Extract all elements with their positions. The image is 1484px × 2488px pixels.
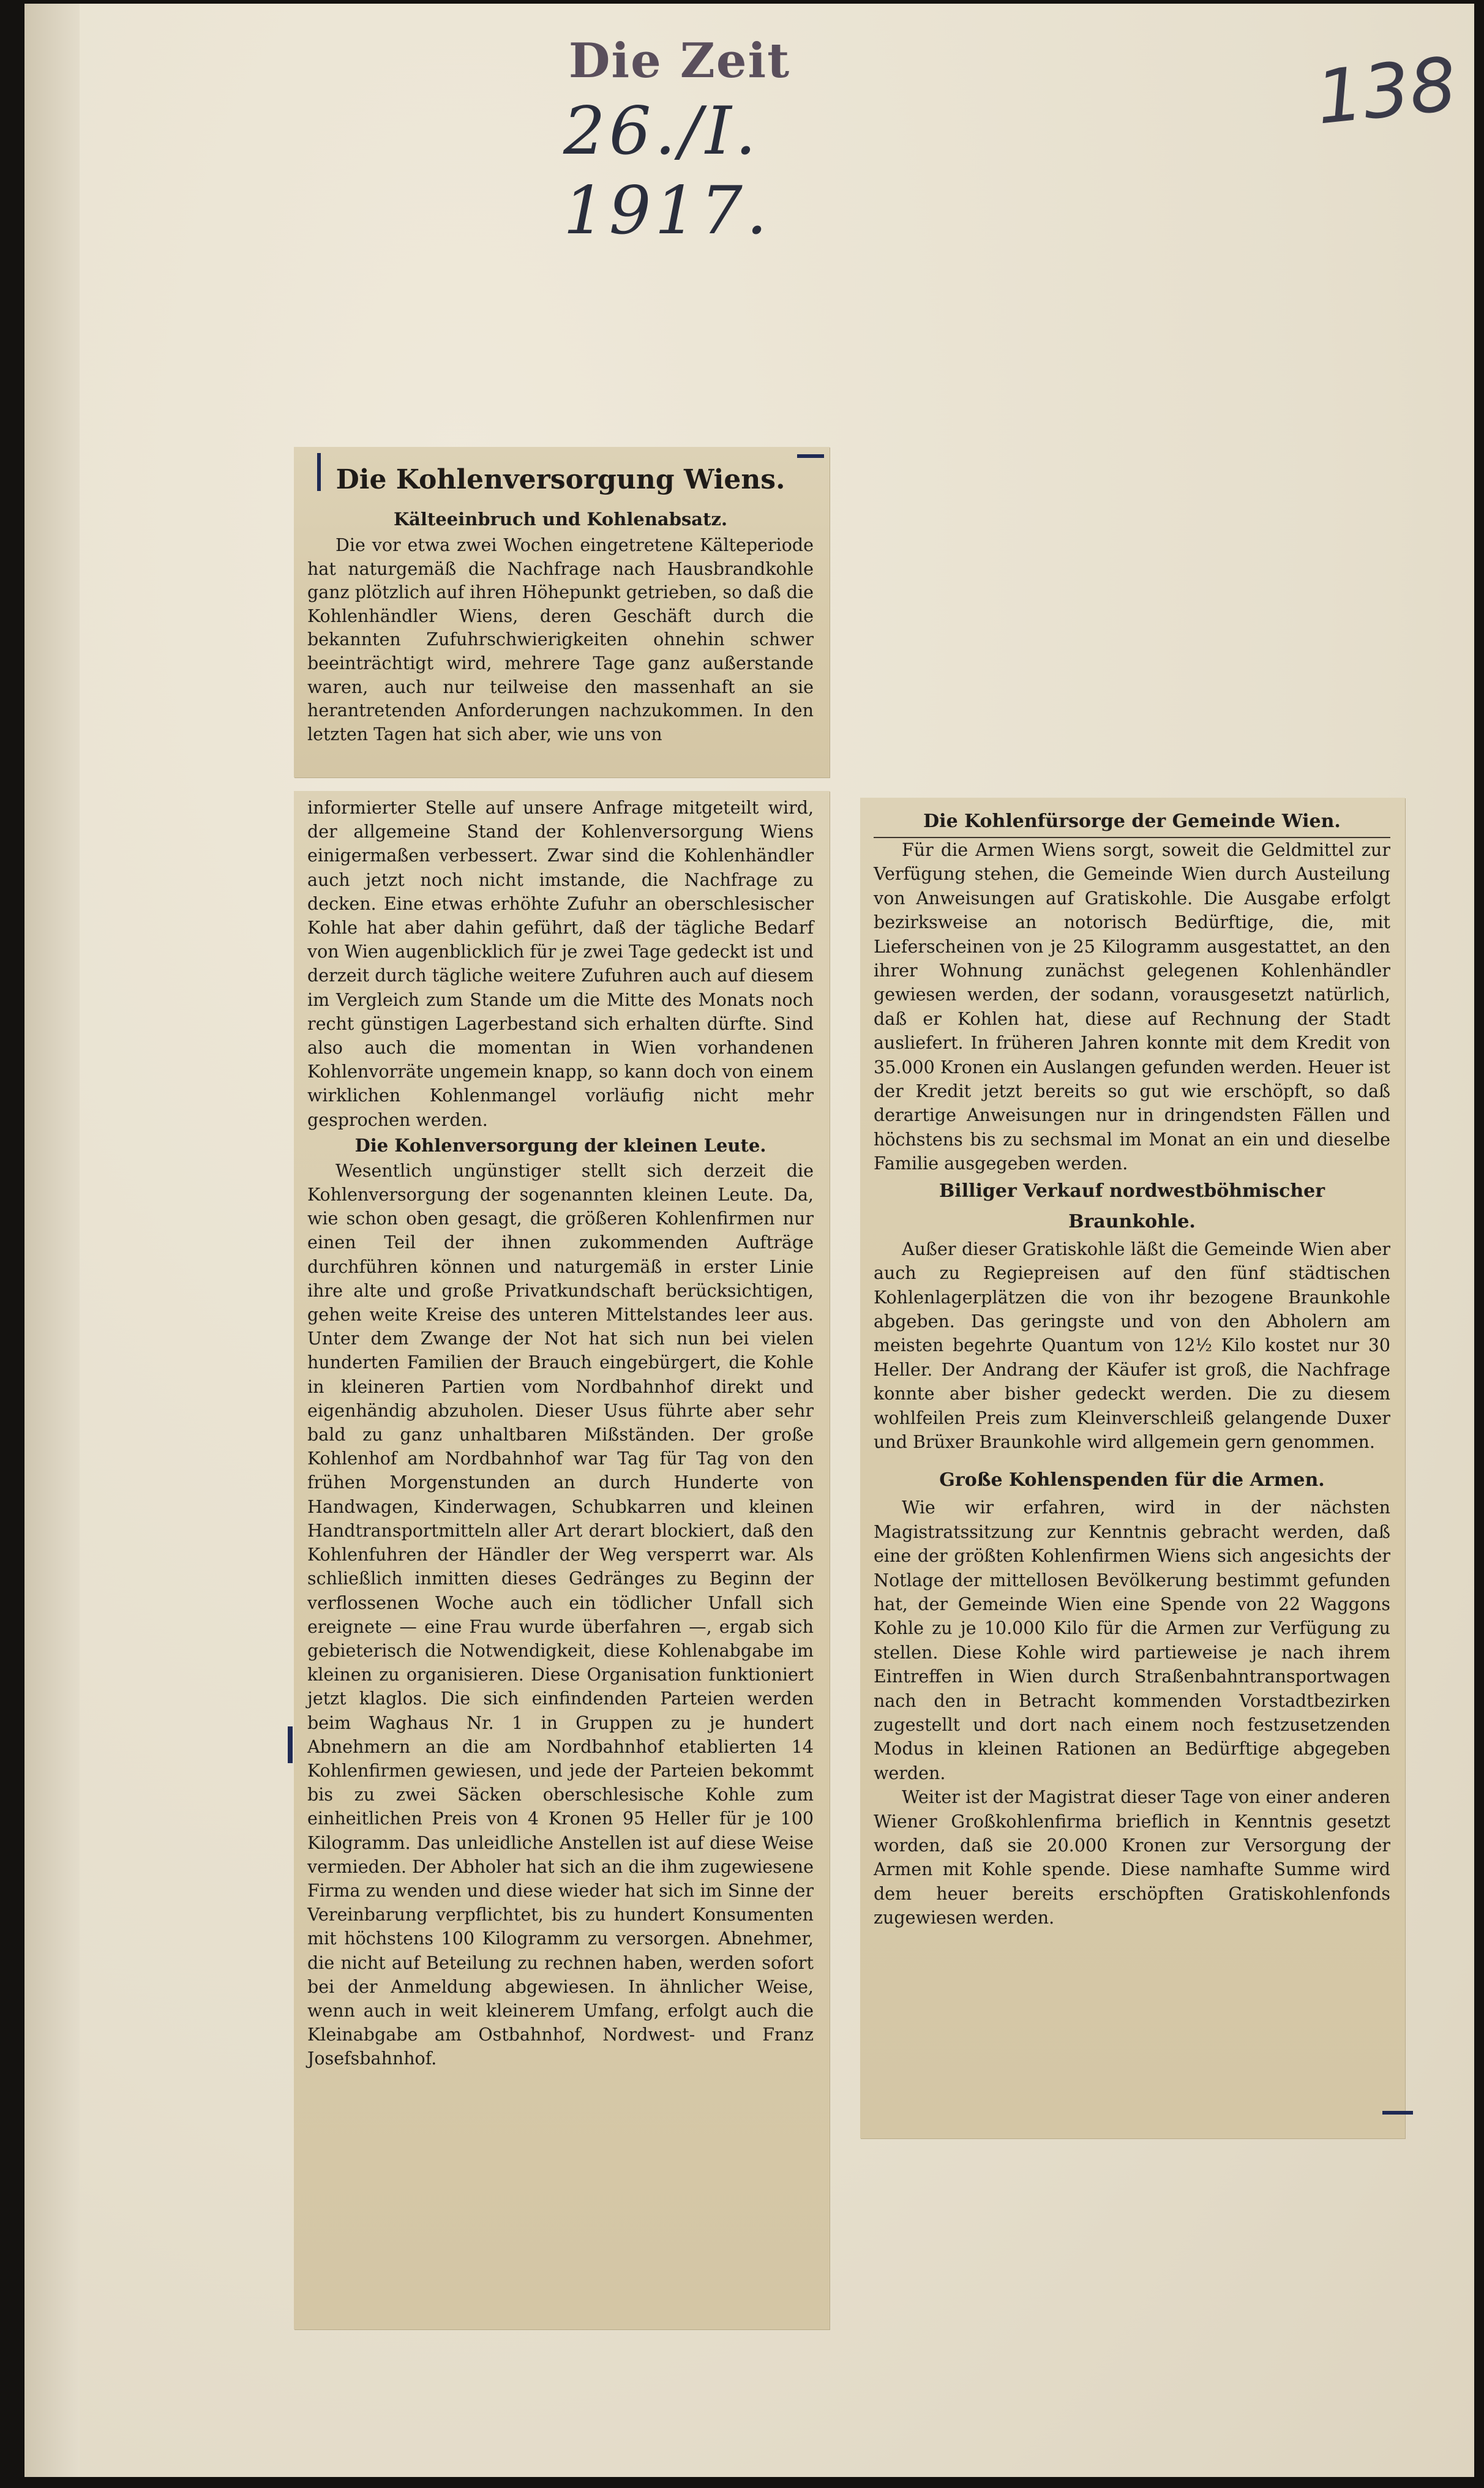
article-title: Die Kohlenfürsorge der Gemeinde Wien. [923, 811, 1341, 832]
article-paragraph: Weiter ist der Magistrat dieser Tage von einer anderen Wiener Großkohlenfirma brieflich in Kenntnis gesetzt worden, daß sie 20.000 Kronen zur Versorgung der Armen mit Kohle spende. Diese namhafte Summe wird dem heuer bereits erschöpften Gratiskohlenfonds zugewiesen werden. [874, 1787, 1390, 1928]
blue-pencil-mark [797, 454, 824, 458]
spacer [874, 1454, 1390, 1465]
section-heading: Große Kohlenspenden für die Armen. [939, 1469, 1325, 1491]
clipping-side [860, 798, 1405, 2138]
article-paragraph: Die vor etwa zwei Wochen eingetretene Kälteperiode hat naturgemäß die Nachfrage nach Hausbrandkohle ganz plötzlich auf ihren Höhepunkt getrieben, so daß die Kohlenhändler Wiens, deren Geschäft durch die bekannten Zufuhrschwierigkeiten ohnehin schwer beeinträchtigt wird, mehrere Tage ganz außerstande waren, auch nur teilweise den massenhaft an sie herantretenden Anforderungen nachzukommen. In den letzten Tagen hat sich aber, wie uns von [307, 535, 814, 744]
archive-number: 138 [1312, 42, 1461, 141]
blue-pencil-mark [288, 1726, 293, 1763]
article-paragraph: informierter Stelle auf unsere Anfrage mitgeteilt wird, der allgemeine Stand der Kohlenversorgung Wiens einigermaßen verbessert. Zwar sind die Kohlenhändler auch jetzt noch nicht imstande, die Nachfrage zu decken. Eine etwas erhöhte Zufuhr an oberschlesischer Kohle hat aber dahin geführt, daß der tägliche Bedarf von Wien augenblicklich für je zwei Tage gedeckt ist und derzeit durch tägliche weitere Zufuhren auch auf diesem im Vergleich zum Stande um die Mitte des Monats noch recht günstigen Lagerbestand sich erhalten dürfte. Sind also auch die momentan in Wien vorhandenen Kohlenvorräte ungemein knapp, so kann doch von einem wirklichen Kohlenmangel vorläufig nicht mehr gesprochen werden. [307, 798, 814, 1130]
article-paragraph: Außer dieser Gratiskohle läßt die Gemeinde Wien aber auch zu Regiepreisen auf den fünf städtischen Kohlenlagerplätzen die von ihr bezogene Braunkohle abgeben. Das geringste und von den Abholern am meisten begehrte Quantum von 12½ Kilo kostet nur 30 Heller. Der Andrang der Käufer ist groß, die Nachfrage konnte aber bisher gedeckt werden. Die zu diesem wohlfeilen Preis zum Kleinverschleiß gelangende Duxer und Brüxer Braunkohle wird allgemein gern genommen. [874, 1238, 1390, 1452]
article-paragraph: Für die Armen Wiens sorgt, soweit die Geldmittel zur Verfügung stehen, die Gemeinde Wien durch Austeilung von Anweisungen auf Gratiskohle. Die Ausgabe erfolgt bezirksweise an notorisch Bedürftige, die, mit Lieferscheinen von je 25 Kilogramm ausgestattet, an den ihrer Wohnung zunächst gelegenen Kohlenhändler gewiesen werden, der sodann, vorausgesetzt natürlich, daß er Kohlen hat, diese auf Rechnung der Stadt ausliefert. In früheren Jahren konnte mit dem Kredit von 35.000 Kronen ein Auslangen gefunden werden. Heuer ist der Kredit jetzt bereits so gut wie erschöpft, so daß derartige Anweisungen nur in dringendsten Fällen und höchstens bis zu sechsmal im Monat an ein und dieselbe Familie ausgegeben werden. [874, 840, 1390, 1174]
section-heading: Die Kohlenversorgung der kleinen Leute. [354, 1134, 766, 1156]
article-paragraph: Wie wir erfahren, wird in der nächsten Magistratssitzung zur Kenntnis gebracht werden, daß eine der größten Kohlenfirmen Wiens sich angesichts der Notlage der mittellosen Bevölkerung bestimmt gefunden hat, der Gemeinde Wien eine Spende von 22 Waggons Kohle zu je 10.000 Kilo für die Armen zur Verfügung zu stellen. Diese Kohle wird partieweise je nach ihrem Eintreffen in Wien durch Straßenbahntransportwagen nach den in Betracht kommenden Vorstadtbezirken zugestellt und dort nach einem noch festzusetzenden Modus in kleinen Rationen an Bedürftige abgegeben werden. [874, 1497, 1390, 1783]
clipping-main-top [294, 447, 830, 778]
blue-pencil-mark [1382, 2111, 1413, 2115]
article-title: Die Kohlenversorgung Wiens. [335, 464, 785, 495]
article-paragraph: Wesentlich ungünstiger stellt sich derzeit die Kohlenversorgung der sogenannten kleinen Leute. Da, wie schon oben gesagt, die größeren Kohlenfirmen nur einen Teil der ihnen zukommenden Aufträge durchführen können und naturgemäß in erster Linie ihre alte und große Privatkundschaft berücksichtigen, gehen weite Kreise des unteren Mittelstandes leer aus. Unter dem Zwange der Not hat sich nun bei vielen hunderten Familien der Brauch eingebürgert, die Kohle in kleineren Partien vom Nordbahnhof direkt und eigenhändig abzuholen. Dieser Usus führte aber sehr bald zu ganz unhaltbaren Mißständen. Der große Kohlenhof am Nordbahnhof war Tag für Tag von den frühen Morgenstunden an durch Hunderte von Handwagen, Kinderwagen, Schubkarren und kleinen Handtransportmitteln aller Art derart blockiert, daß den Kohlenfuhren der Händler der Weg versperrt war. Als schließlich inmitten dieses Gedränges zu Beginn der verflossenen Woche auch ein tödlicher Unfall sich ereignete — eine Frau wurde überfahren —, ergab sich gebieterisch die Notwendigkeit, diese Kohlenabgabe im kleinen zu organisieren. Diese Organisation funktioniert jetzt klaglos. Die sich einfindenden Parteien werden beim Waghaus Nr. 1 in Gruppen zu je hundert Abnehmern an die am Nordbahnhof etablierten 14 Kohlenfirmen gewiesen, und jede der Parteien bekommt bis zu zwei Säcken oberschlesische Kohle zum einheitlichen Preis von 4 Kronen 95 Heller für je 100 Kilogramm. Das unleidliche Anstellen ist auf diese Weise vermieden. Der Abholer hat sich an die ihm zugewiesene Firma zu wenden und diese wieder hat sich im Sinne der Vereinbarung verpflichtet, bis zu hundert Konsumenten mit höchstens 100 Kilogramm zu versorgen. Abnehmer, die nicht auf Beteilung zu rechnen haben, werden sofort bei der Anmeldung abgewiesen. In ähnlicher Weise, wenn auch in weit kleinerem Umfang, erfolgt auch die Kleinabgabe am Ostbahnhof, Nordwest- und Franz Josefsbahnhof. [307, 1160, 814, 2069]
sheet-edge [24, 4, 80, 2477]
handwritten-date: 26./I. 1917. [563, 93, 771, 249]
blue-pencil-mark [317, 453, 321, 491]
section-heading: Billiger Verkauf nordwestböhmischer Braunkohle. [939, 1180, 1325, 1232]
article-subtitle: Kälteeinbruch und Kohlenabsatz. [393, 509, 728, 530]
newspaper-stamp: Die Zeit [568, 33, 791, 89]
clipping-main-bottom [294, 791, 830, 2329]
